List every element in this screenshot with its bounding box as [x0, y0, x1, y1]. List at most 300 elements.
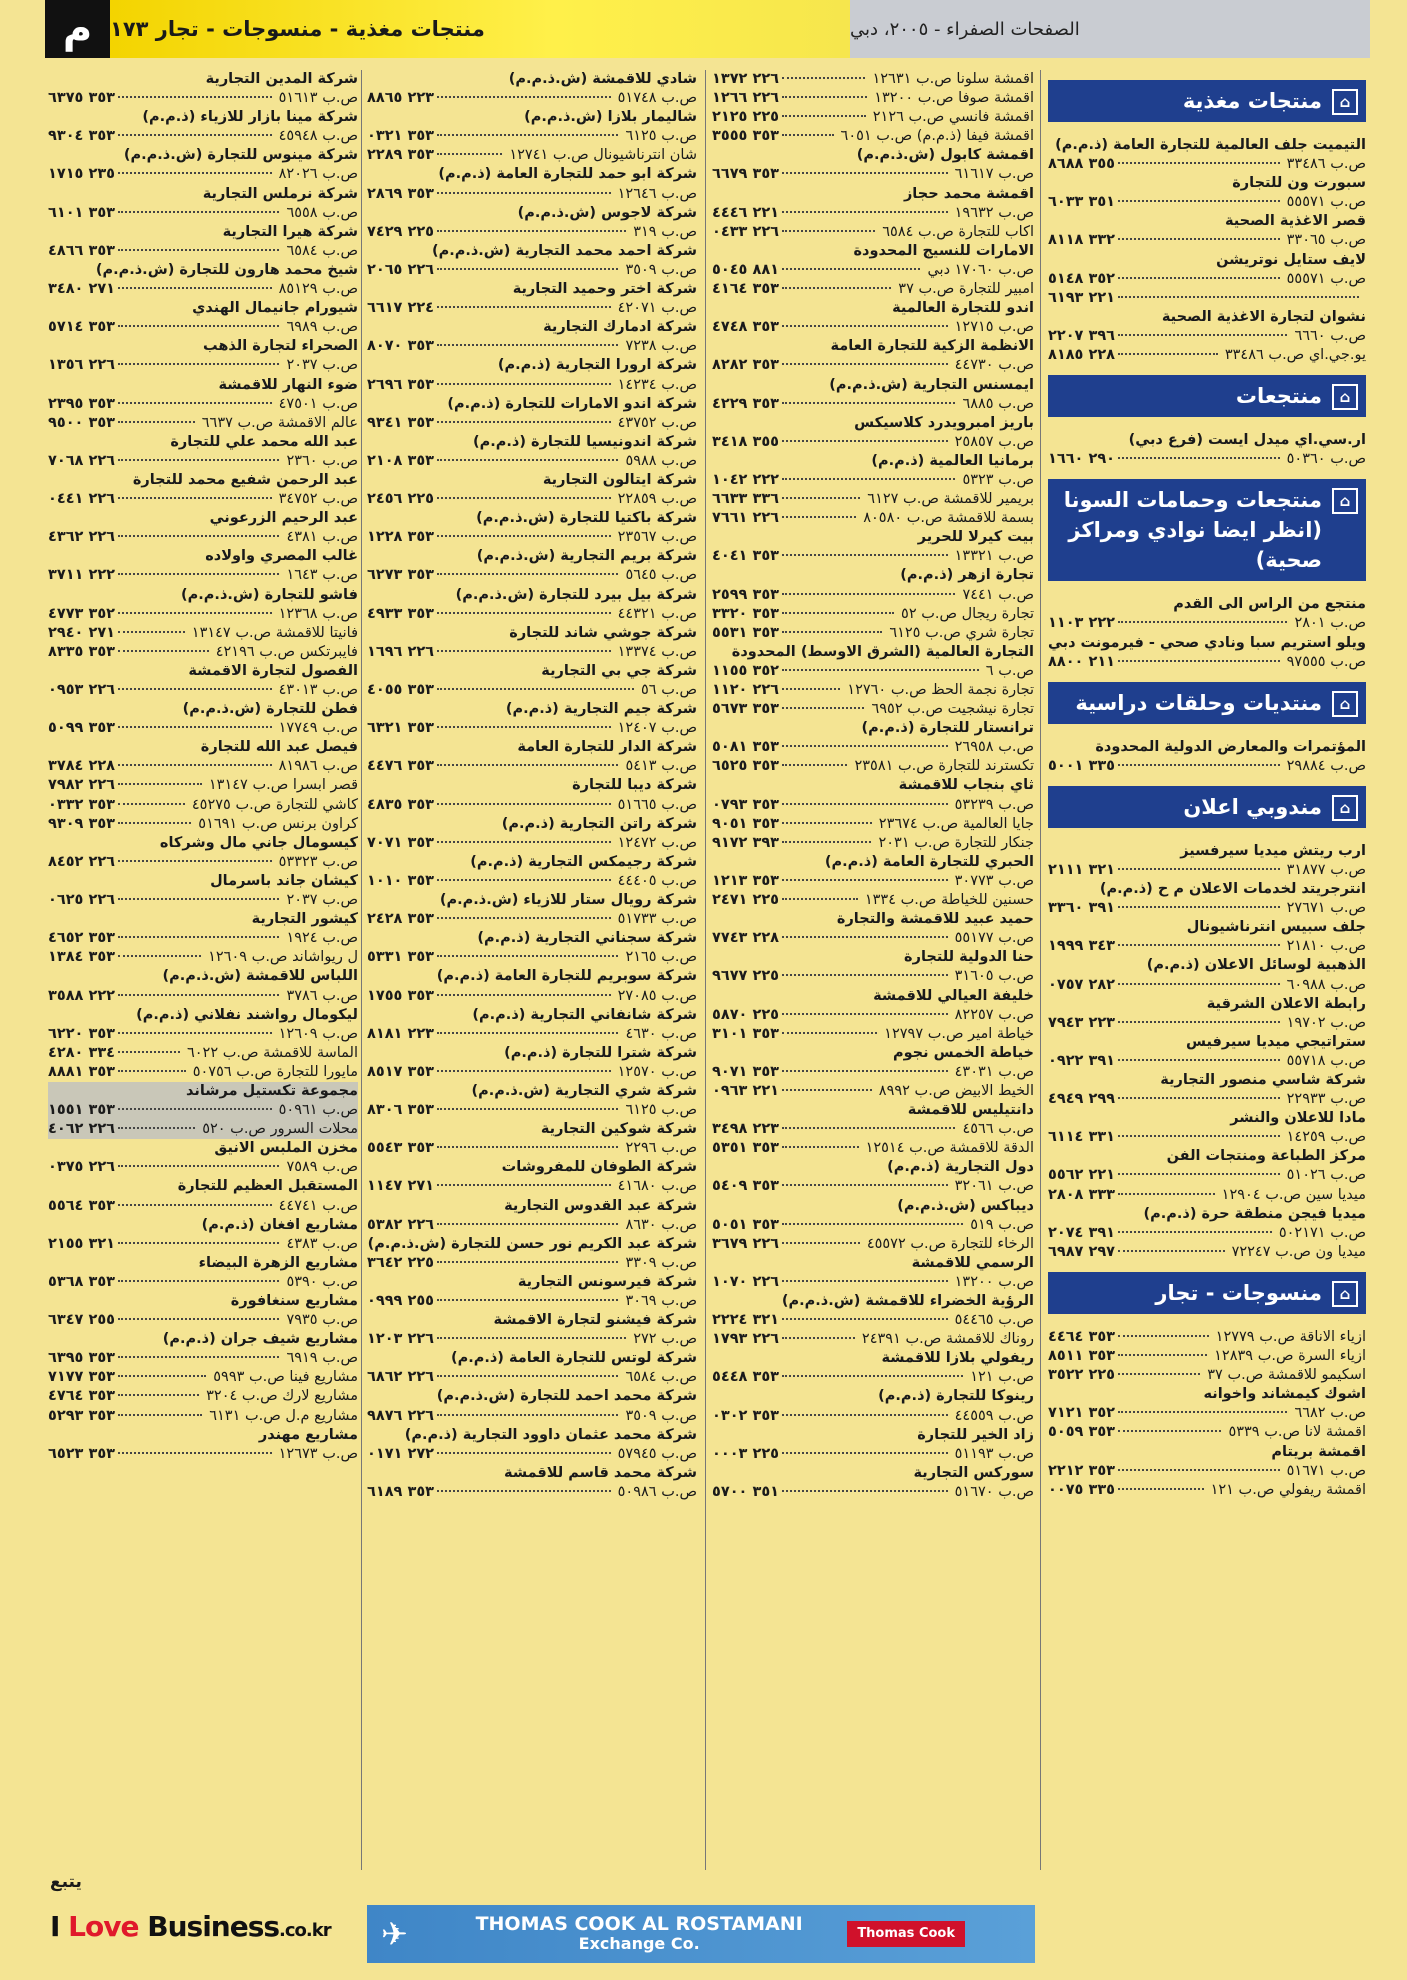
dotted-leader: [1118, 1250, 1225, 1252]
dotted-leader: [782, 402, 955, 404]
listing-entry[interactable]: [48, 185, 358, 223]
listing-entry[interactable]: [712, 108, 1034, 127]
phone-number: ٣٣٢ ٨١١٨: [1048, 232, 1116, 249]
phone-number: ٣٥٣ ٦٢٧٣: [367, 567, 435, 584]
listing-row: [712, 1235, 1034, 1254]
listing-entry[interactable]: [48, 471, 358, 509]
listing-entry[interactable]: [712, 490, 1034, 509]
listing-entry[interactable]: [48, 586, 358, 624]
dotted-leader: [1118, 1059, 1280, 1061]
phone-number: ٣٥٣ ٤٠٤١: [712, 548, 780, 565]
listing-entry[interactable]: [48, 796, 358, 815]
listing-entry[interactable]: [367, 280, 697, 318]
po-box: ص.ب ٣٥٠٩: [625, 261, 697, 278]
listing-entry[interactable]: [367, 165, 697, 203]
listing-name: سوركس التجارية: [913, 1464, 1034, 1481]
listing-entry[interactable]: [48, 376, 358, 414]
dotted-leader: [782, 1337, 855, 1339]
listing-entry[interactable]: [48, 910, 358, 948]
listing-row: [712, 395, 1034, 414]
dotted-leader: [118, 96, 272, 98]
phone-number: ٢٢٦ ١٣٧٢: [712, 71, 780, 87]
listing-entry[interactable]: [367, 547, 697, 585]
listing-row: [367, 490, 697, 509]
column-3: [367, 70, 697, 1870]
phone-number: ٣٥٣ ٥٥٣١: [712, 624, 780, 641]
listing-entry[interactable]: [1048, 880, 1366, 918]
listing-entry[interactable]: [48, 738, 358, 776]
phone-number: ٣٥٣ ٠٣٠٢: [712, 1407, 780, 1424]
listing-entry[interactable]: [712, 223, 1034, 242]
dotted-leader: [782, 1375, 963, 1377]
listing-row: [367, 1445, 697, 1464]
listing-entry[interactable]: [712, 376, 1034, 414]
po-box: ص.ب ٦٩٨٩: [286, 319, 358, 336]
listing-row: [48, 165, 358, 184]
listing-entry[interactable]: [1048, 346, 1366, 365]
listing-entry[interactable]: [1048, 174, 1366, 212]
listing-entry[interactable]: [712, 1349, 1034, 1387]
po-box: ص.ب ٤٣٧٥٢: [617, 414, 697, 431]
dotted-leader: [437, 268, 618, 270]
listing-row: [48, 948, 358, 967]
listing-entry[interactable]: [712, 528, 1034, 566]
listing-entry[interactable]: [712, 70, 1034, 89]
listing-name: شركة شترا للتجارة (ذ.م.م): [504, 1044, 697, 1061]
listing-name: مجموعة تكستيل مرشاند: [186, 1082, 358, 1099]
listing-entry[interactable]: [367, 1197, 697, 1235]
po-box: ص.ب ١٩٧٠٢: [1286, 1014, 1366, 1031]
listing-name: مشاريع الزهرة البيضاء: [198, 1254, 358, 1271]
listing-entry[interactable]: [48, 261, 358, 299]
listing-entry[interactable]: [1048, 738, 1366, 776]
phone-number: ٣٥٣ ٨٥١٧: [367, 1063, 435, 1080]
listing-name: ار.سي.اي ميدل ايست (فرع دبي): [1128, 432, 1366, 449]
listing-entry[interactable]: [1048, 634, 1366, 672]
dotted-leader: [437, 421, 611, 423]
dotted-leader: [118, 688, 272, 690]
listing-entry[interactable]: [367, 967, 697, 1005]
listing-entry[interactable]: [712, 242, 1034, 280]
listing-entry[interactable]: [712, 757, 1034, 776]
listing-entry[interactable]: [712, 337, 1034, 375]
listing-entry[interactable]: [48, 1082, 358, 1120]
listing-entry[interactable]: [48, 1407, 358, 1426]
listing-row: [48, 1368, 358, 1387]
po-box: مشاريع فينا ص.ب ٥٩٩٣: [213, 1369, 358, 1386]
dotted-leader: [118, 1108, 272, 1110]
dotted-leader: [1118, 457, 1280, 459]
listing-row: [1048, 1404, 1366, 1423]
listing-entry[interactable]: [367, 624, 697, 662]
listing-entry[interactable]: [712, 643, 1034, 681]
listing-row: [367, 1407, 697, 1426]
listing-entry[interactable]: [712, 127, 1034, 146]
listing-entry[interactable]: [48, 776, 358, 795]
category-icon: ⌂: [1332, 1281, 1358, 1307]
listing-entry[interactable]: [1048, 1243, 1366, 1262]
listing-entry[interactable]: [1048, 1385, 1366, 1423]
listing-entry[interactable]: [1048, 289, 1366, 308]
listing-entry[interactable]: [1048, 1347, 1366, 1366]
po-box: ص.ب ٨١٩٨٦: [278, 758, 358, 775]
listing-entry[interactable]: [712, 605, 1034, 624]
po-box: تكسترند للتجارة ص.ب ٢٣٥٨١: [854, 758, 1034, 775]
listing-entry[interactable]: [712, 834, 1034, 853]
listing-entry[interactable]: [48, 1139, 358, 1177]
listing-entry[interactable]: [712, 987, 1034, 1025]
listing-entry[interactable]: [367, 1349, 697, 1387]
listing-name: شركة ارورا التجارية (ذ.م.م): [497, 357, 697, 374]
listing-row: [712, 681, 1034, 700]
listing-name: شركة المدين التجارية: [205, 71, 358, 87]
po-box: كراون برنس ص.ب ٥١٦٩١: [198, 815, 358, 832]
phone-number: ٣٥٣ ٠٣٢١: [367, 128, 435, 145]
listing-entry[interactable]: [712, 700, 1034, 719]
listing-entry[interactable]: [712, 1235, 1034, 1254]
logo-business: Business: [147, 1910, 280, 1943]
listing-entry[interactable]: [48, 509, 358, 547]
listing-entry[interactable]: [712, 815, 1034, 834]
listing-entry[interactable]: [367, 1044, 697, 1082]
dotted-leader: [782, 669, 979, 671]
listing-name: ديباكس (ش.ذ.م.م): [897, 1197, 1034, 1214]
listing-entry[interactable]: [367, 1082, 697, 1120]
listing-entry[interactable]: [48, 815, 358, 834]
phone-number: ٣٥٣ ٦٣٢١: [367, 720, 435, 737]
dotted-leader: [437, 1375, 618, 1377]
listing-entry[interactable]: [712, 509, 1034, 528]
listing-entry[interactable]: [1048, 1328, 1366, 1347]
listing-entry[interactable]: [48, 624, 358, 643]
listing-row: [367, 337, 697, 356]
po-box: ص.ب ١٢٤٠٧: [617, 720, 697, 737]
listing-entry[interactable]: [367, 242, 697, 280]
listing-entry[interactable]: [367, 929, 697, 967]
listing-name: اللباس للاقمشة (ش.ذ.م.م): [162, 968, 358, 985]
listing-entry[interactable]: [367, 815, 697, 853]
dotted-leader: [118, 1394, 199, 1396]
listing-row: [367, 261, 697, 280]
listing-entry[interactable]: [1048, 995, 1366, 1033]
listing-row: [1048, 155, 1366, 174]
listing-entry[interactable]: [712, 1330, 1034, 1349]
phone-number: ٣٩٣ ٩١٧٢: [712, 834, 780, 851]
listing-entry[interactable]: [48, 967, 358, 1005]
ad-subtitle: Exchange Co.: [578, 1934, 700, 1953]
listing-entry[interactable]: [367, 433, 697, 471]
dotted-leader: [1118, 162, 1280, 164]
listing-entry[interactable]: [712, 1158, 1034, 1196]
listing-entry[interactable]: [712, 1101, 1034, 1139]
listing-name: عبد الله محمد علي للتجارة: [170, 433, 358, 450]
phone-number: ٣٥٣ ٩٣٠٤: [48, 128, 116, 145]
listing-entry[interactable]: [1048, 1481, 1366, 1500]
dotted-leader: [118, 936, 279, 938]
logo-tld: .co.kr: [279, 1920, 331, 1941]
listing-entry[interactable]: [367, 776, 697, 814]
dotted-leader: [118, 650, 209, 652]
listing-entry[interactable]: [712, 1139, 1034, 1158]
listing-entry[interactable]: [367, 146, 697, 165]
po-box: ص.ب ٦١٢٥: [625, 128, 697, 145]
listing-entry[interactable]: [712, 891, 1034, 910]
section-title: مندوبي اعلان: [1183, 794, 1322, 819]
dotted-leader: [437, 1452, 611, 1454]
listing-entry[interactable]: [712, 299, 1034, 337]
listing-entry[interactable]: [48, 1368, 358, 1387]
listing-entry[interactable]: [712, 566, 1034, 604]
listing-entry[interactable]: [712, 1464, 1034, 1502]
listing-row: [48, 1387, 358, 1406]
listing-entry[interactable]: [48, 337, 358, 375]
listing-entry[interactable]: [1048, 1147, 1366, 1185]
listing-entry[interactable]: [712, 1292, 1034, 1330]
po-box: ص.ب ١٩٦٣٢: [954, 204, 1034, 221]
listing-entry[interactable]: [712, 89, 1034, 108]
listing-entry[interactable]: [367, 1120, 697, 1158]
po-box: ص.ب ٥١٦٧١: [1286, 1462, 1366, 1479]
listing-entry[interactable]: [367, 1464, 697, 1502]
listing-entry[interactable]: [712, 1082, 1034, 1101]
listing-entry[interactable]: [367, 1006, 697, 1044]
ilovebusiness-logo[interactable]: [50, 1910, 331, 1943]
listing-entry[interactable]: [712, 452, 1034, 490]
listing-row: [712, 1006, 1034, 1025]
listing-entry[interactable]: [367, 1273, 697, 1311]
listing-row: [367, 566, 697, 585]
listing-entry[interactable]: [712, 776, 1034, 814]
listing-entry[interactable]: [367, 108, 697, 146]
listing-row: [48, 528, 358, 547]
dotted-leader: [437, 192, 611, 194]
listing-entry[interactable]: [1048, 431, 1366, 469]
dotted-leader: [437, 1299, 618, 1301]
listing-entry[interactable]: [367, 1426, 697, 1464]
po-box: ص.ب ٦٥٥٨: [286, 204, 358, 221]
po-box: ص.ب ٦١٢٥: [625, 1102, 697, 1119]
po-box: ص.ب ٦١٦١٧: [954, 166, 1034, 183]
dotted-leader: [782, 745, 948, 747]
listing-entry[interactable]: [712, 1254, 1034, 1292]
listing-row: [48, 1158, 358, 1177]
listing-name: شركة الطوفان للمفروشات: [501, 1159, 697, 1176]
listing-entry[interactable]: [367, 853, 697, 891]
listing-entry[interactable]: [367, 586, 697, 624]
listing-entry[interactable]: [48, 223, 358, 261]
listing-entry[interactable]: [48, 834, 358, 872]
listing-entry[interactable]: [712, 1426, 1034, 1464]
po-box: ص.ب ٧٥٨٩: [286, 1159, 358, 1176]
listing-entry[interactable]: [48, 1216, 358, 1254]
dotted-leader: [782, 1318, 948, 1320]
listing-entry[interactable]: [367, 509, 697, 547]
listing-entry[interactable]: [48, 662, 358, 700]
listing-entry[interactable]: [48, 872, 358, 910]
listing-entry[interactable]: [712, 280, 1034, 299]
listing-entry[interactable]: [712, 1387, 1034, 1425]
thomas-cook-ad[interactable]: [367, 1905, 1035, 1963]
listing-entry[interactable]: [1048, 136, 1366, 174]
listing-entry[interactable]: [712, 1197, 1034, 1235]
po-box: ص.ب ٧٢٣٨: [625, 338, 697, 355]
listing-entry[interactable]: [48, 1044, 358, 1063]
listing-entry[interactable]: [367, 471, 697, 509]
dotted-leader: [118, 573, 279, 575]
phone-number: ٣٥٣ ٢١٠٨: [367, 452, 435, 469]
listing-entry[interactable]: [48, 108, 358, 146]
po-box: فانيتا للاقمشة ص.ب ١٣١٤٧: [191, 624, 358, 641]
listing-entry[interactable]: [1048, 1186, 1366, 1205]
phone-number: ٢٢٥ ٣٥٢٢: [1048, 1367, 1116, 1384]
listing-entry[interactable]: [1048, 1423, 1366, 1442]
listing-name: شركة هيرا التجارية: [222, 223, 358, 240]
listing-entry[interactable]: [1048, 595, 1366, 633]
dotted-leader: [782, 134, 834, 136]
listing-name: مشاريع سنغافورة: [230, 1293, 358, 1309]
dotted-leader: [118, 459, 279, 461]
dotted-leader: [437, 879, 611, 881]
listing-entry[interactable]: [48, 1426, 358, 1464]
listing-entry[interactable]: [712, 1044, 1034, 1082]
dotted-leader: [437, 1146, 618, 1148]
phone-number: ٣٥٣ ٥٤٤٨: [712, 1369, 780, 1386]
listing-entry[interactable]: [367, 1235, 697, 1273]
listing-row: [367, 834, 697, 853]
listing-name: شركة لوتس للتجارة العامة (ذ.م.م): [450, 1350, 697, 1367]
listing-entry[interactable]: [367, 318, 697, 356]
listing-entry[interactable]: [48, 1387, 358, 1406]
dotted-leader: [782, 764, 847, 766]
listing-row: [48, 815, 358, 834]
listing-entry[interactable]: [367, 204, 697, 242]
listing-name: شركة فيرسونس التجارية: [517, 1273, 697, 1290]
phone-number: ٣٥٣ ٥٣٣١: [367, 949, 435, 966]
dotted-leader: [1118, 1430, 1221, 1432]
dotted-leader: [782, 707, 864, 709]
listing-row: [712, 509, 1034, 528]
listing-entry[interactable]: [48, 1120, 358, 1139]
listing-name: مشاريع شيف جران (ذ.م.م): [162, 1331, 358, 1348]
listing-entry[interactable]: [712, 853, 1034, 891]
listing-row: [712, 624, 1034, 643]
listing-entry[interactable]: [48, 299, 358, 337]
listing-entry[interactable]: [48, 414, 358, 433]
listing-row: [712, 815, 1034, 834]
dotted-leader: [437, 344, 618, 346]
listing-entry[interactable]: [367, 1311, 697, 1349]
listing-entry[interactable]: [367, 356, 697, 394]
po-box: ص.ب ١٧٠٦٠ دبي: [927, 261, 1034, 278]
po-box: ميديا ون ص.ب ٧٢٢٤٧: [1231, 1243, 1366, 1260]
listing-entry[interactable]: [48, 1006, 358, 1044]
listing-entry[interactable]: [712, 910, 1034, 948]
listing-entry[interactable]: [367, 700, 697, 738]
listing-entry[interactable]: [712, 719, 1034, 757]
listing-row: [712, 586, 1034, 605]
listing-entry[interactable]: [48, 1330, 358, 1368]
phone-number: ٣٣١ ٦١١٤: [1048, 1129, 1116, 1146]
dotted-leader: [782, 1013, 948, 1015]
listing-entry[interactable]: [48, 1063, 358, 1082]
listing-entry[interactable]: [712, 146, 1034, 184]
listing-entry[interactable]: [48, 948, 358, 967]
listing-row: [712, 261, 1034, 280]
listing-entry[interactable]: [1048, 1033, 1366, 1071]
po-box: ص.ب ١٢٤٧٢: [617, 834, 697, 851]
listing-entry[interactable]: [367, 70, 697, 108]
listing-entry[interactable]: [367, 1158, 697, 1196]
listing-entry[interactable]: [712, 414, 1034, 452]
phone-number: ٣٥٣ ٠٧٩٣: [712, 796, 780, 813]
listing-entry[interactable]: [367, 738, 697, 776]
phone-number: ٢٨٢ ٠٧٥٧: [1048, 976, 1116, 993]
listing-name: الامارات للنسيج المحدودة: [853, 242, 1034, 259]
po-box: ص.ب ١٧٧٤٩: [278, 720, 358, 737]
listing-entry[interactable]: [712, 681, 1034, 700]
listing-row: [367, 1063, 697, 1082]
po-box: بريمير للاقمشة ص.ب ٦١٢٧: [867, 491, 1034, 508]
po-box: ص.ب ١٤٢٥٩: [1286, 1129, 1366, 1146]
listing-entry[interactable]: [48, 643, 358, 662]
listing-entry[interactable]: [48, 1292, 358, 1330]
listing-entry[interactable]: [712, 948, 1034, 986]
dotted-leader: [1118, 621, 1287, 623]
dotted-leader: [782, 115, 866, 117]
listing-entry[interactable]: [367, 395, 697, 433]
listing-entry[interactable]: [48, 1177, 358, 1215]
listing-entry[interactable]: [367, 1387, 697, 1425]
listing-entry[interactable]: [48, 70, 358, 108]
listing-entry[interactable]: [712, 624, 1034, 643]
dotted-leader: [118, 1318, 279, 1320]
column-1: [1048, 70, 1366, 1870]
listing-entry[interactable]: [1048, 1443, 1366, 1481]
listing-entry[interactable]: [712, 1025, 1034, 1044]
listing-entry[interactable]: [48, 146, 358, 184]
listing-entry[interactable]: [1048, 1205, 1366, 1243]
listing-entry[interactable]: [48, 547, 358, 585]
listing-entry[interactable]: [1048, 251, 1366, 289]
listing-entry[interactable]: [1048, 842, 1366, 880]
po-box: ص.ب ٥١٦١٣: [278, 90, 358, 107]
po-box: ص.ب ٢٠٣٧: [286, 892, 358, 909]
phone-number: ٢٧٢ ٠١٧١: [367, 1445, 435, 1462]
dotted-leader: [437, 153, 502, 155]
listing-entry[interactable]: [1048, 1071, 1366, 1109]
listing-row: [367, 948, 697, 967]
listing-entry[interactable]: [1048, 1109, 1366, 1147]
listing-name: شركة ايتالون التجارية: [542, 471, 697, 488]
listing-entry[interactable]: [1048, 956, 1366, 994]
listing-entry[interactable]: [712, 185, 1034, 223]
listing-entry[interactable]: [367, 662, 697, 700]
listing-row: [712, 929, 1034, 948]
listing-entry[interactable]: [1048, 1366, 1366, 1385]
logo-i: I: [50, 1910, 60, 1943]
listing-entry[interactable]: [48, 700, 358, 738]
listing-entry[interactable]: [48, 1254, 358, 1292]
listing-entry[interactable]: [1048, 212, 1366, 250]
listing-entry[interactable]: [1048, 308, 1366, 346]
listing-row: [1048, 327, 1366, 346]
listing-entry[interactable]: [48, 433, 358, 471]
listing-entry[interactable]: [1048, 918, 1366, 956]
listing-entry[interactable]: [367, 891, 697, 929]
po-box: ص.ب ٥٦: [641, 682, 697, 698]
dotted-leader: [118, 535, 279, 537]
listing-row: [712, 204, 1034, 223]
